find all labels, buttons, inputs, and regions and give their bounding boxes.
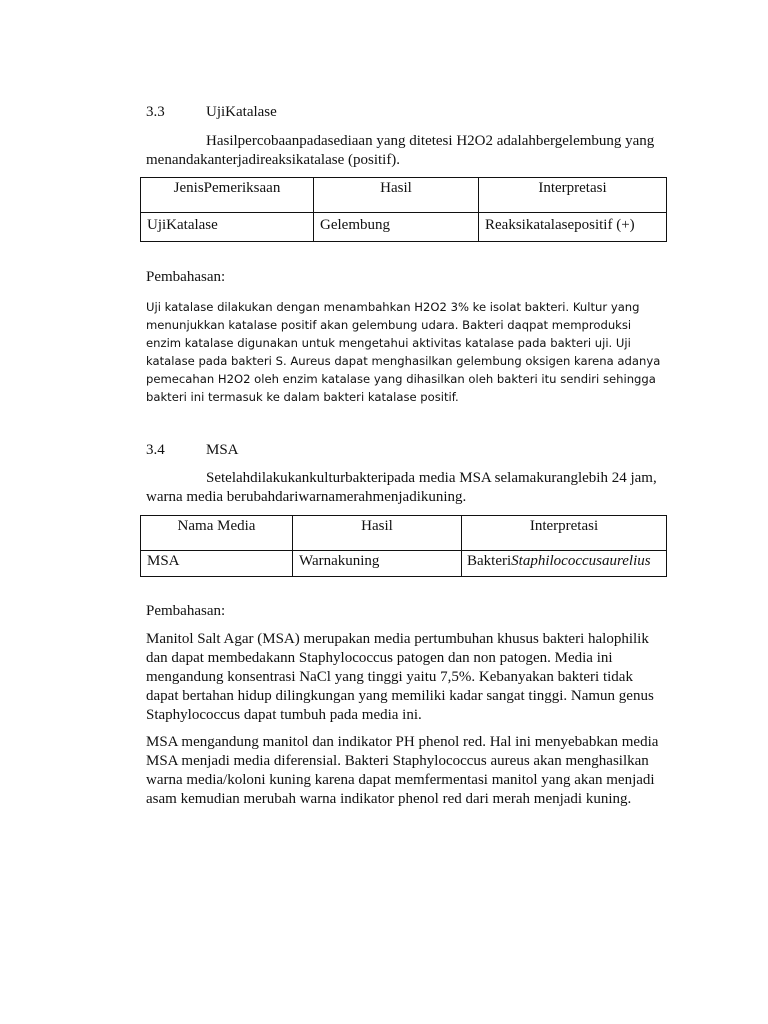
table-row [141,551,667,577]
discussion-line: bakteri ini termasuk ke dalam bakteri katalase positif. [146,390,459,404]
discussion-line: katalase pada bakteri S. Aureus dapat menghasilkan gelembung oksigen karena adanya [146,354,661,368]
table-cell: Warnakuning [293,551,462,577]
table-header-cell: Hasil [293,516,462,551]
katalase-intro: Hasilpercobaanpadasediaan yang ditetesi H2O2 adalahbergelembung yang menandakanterjadireaksikatalase (positif). [146,133,655,168]
section-number-3-3: 3.3 [146,104,165,120]
msa-intro: Setelahdilakukankulturbakteripada media MSA selamakuranglebih 24 jam, warna media berubahdariwarnamerahmenjadikuning. [146,470,657,505]
katalase-discussion [146,298,686,406]
discussion-line: pemecahan H2O2 oleh enzim katalase yang dihasilkan oleh bakteri itu sendiri sehingga [146,372,656,386]
section-title-msa: MSA [206,442,239,458]
table-cell: UjiKatalase [141,213,314,242]
table-header-cell: Nama Media [141,516,293,551]
table-header-row [141,178,667,213]
table-row [141,213,667,242]
table-header-cell: Interpretasi [462,516,667,551]
species-name: Staphilococcusaurelius [511,553,651,569]
table-header-cell: Interpretasi [479,178,667,213]
table-header-row [141,516,667,551]
section-number-3-4: 3.4 [146,442,165,458]
table-cell [462,551,667,577]
msa-discussion-paragraph-1: Manitol Salt Agar (MSA) merupakan media pertumbuhan khusus bakteri halophilik dan dapat membedakann Staphylococcus patogen dan non patogen. Media ini mengandung konsentrasi NaCl yang tinggi yaitu 7,5%. Kebanyakan bakteri tidak dapat bertahan hidup dilingkungan yang memiliki kadar sangat tinggi. Namun genus Staphylococcus dapat tumbuh pada media ini. [146,631,654,723]
msa-result-table [140,515,667,577]
interpretation-prefix: Bakteri [467,553,512,569]
table-header-cell: Hasil [314,178,479,213]
katalase-result-table [140,177,667,242]
table-header-cell: JenisPemeriksaan [141,178,314,213]
discussion-line: Uji katalase dilakukan dengan menambahkan H2O2 3% ke isolat bakteri. Kultur yang [146,300,640,314]
table-cell: MSA [141,551,293,577]
section-title-katalase: UjiKatalase [206,104,277,120]
msa-discussion-label: Pembahasan: [146,603,226,619]
discussion-line: enzim katalase digunakan untuk mengetahui aktivitas katalase pada bakteri uji. Uji [146,336,631,350]
msa-discussion-paragraph-2: MSA mengandung manitol dan indikator PH phenol red. Hal ini menyebabkan media MSA menjadi media diferensial. Bakteri Staphylococcus aureus akan menghasilkan warna media/koloni kuning karena dapat memfermentasi manitol yang akan menjadi asam kemudian merubah warna indikator phenol red dari merah menjadi kuning. [146,734,659,807]
katalase-discussion-label: Pembahasan: [146,269,226,285]
table-cell: Gelembung [314,213,479,242]
table-cell: Reaksikatalasepositif (+) [479,213,667,242]
discussion-line: menunjukkan katalase positif akan gelembung udara. Bakteri daqpat memproduksi [146,318,632,332]
